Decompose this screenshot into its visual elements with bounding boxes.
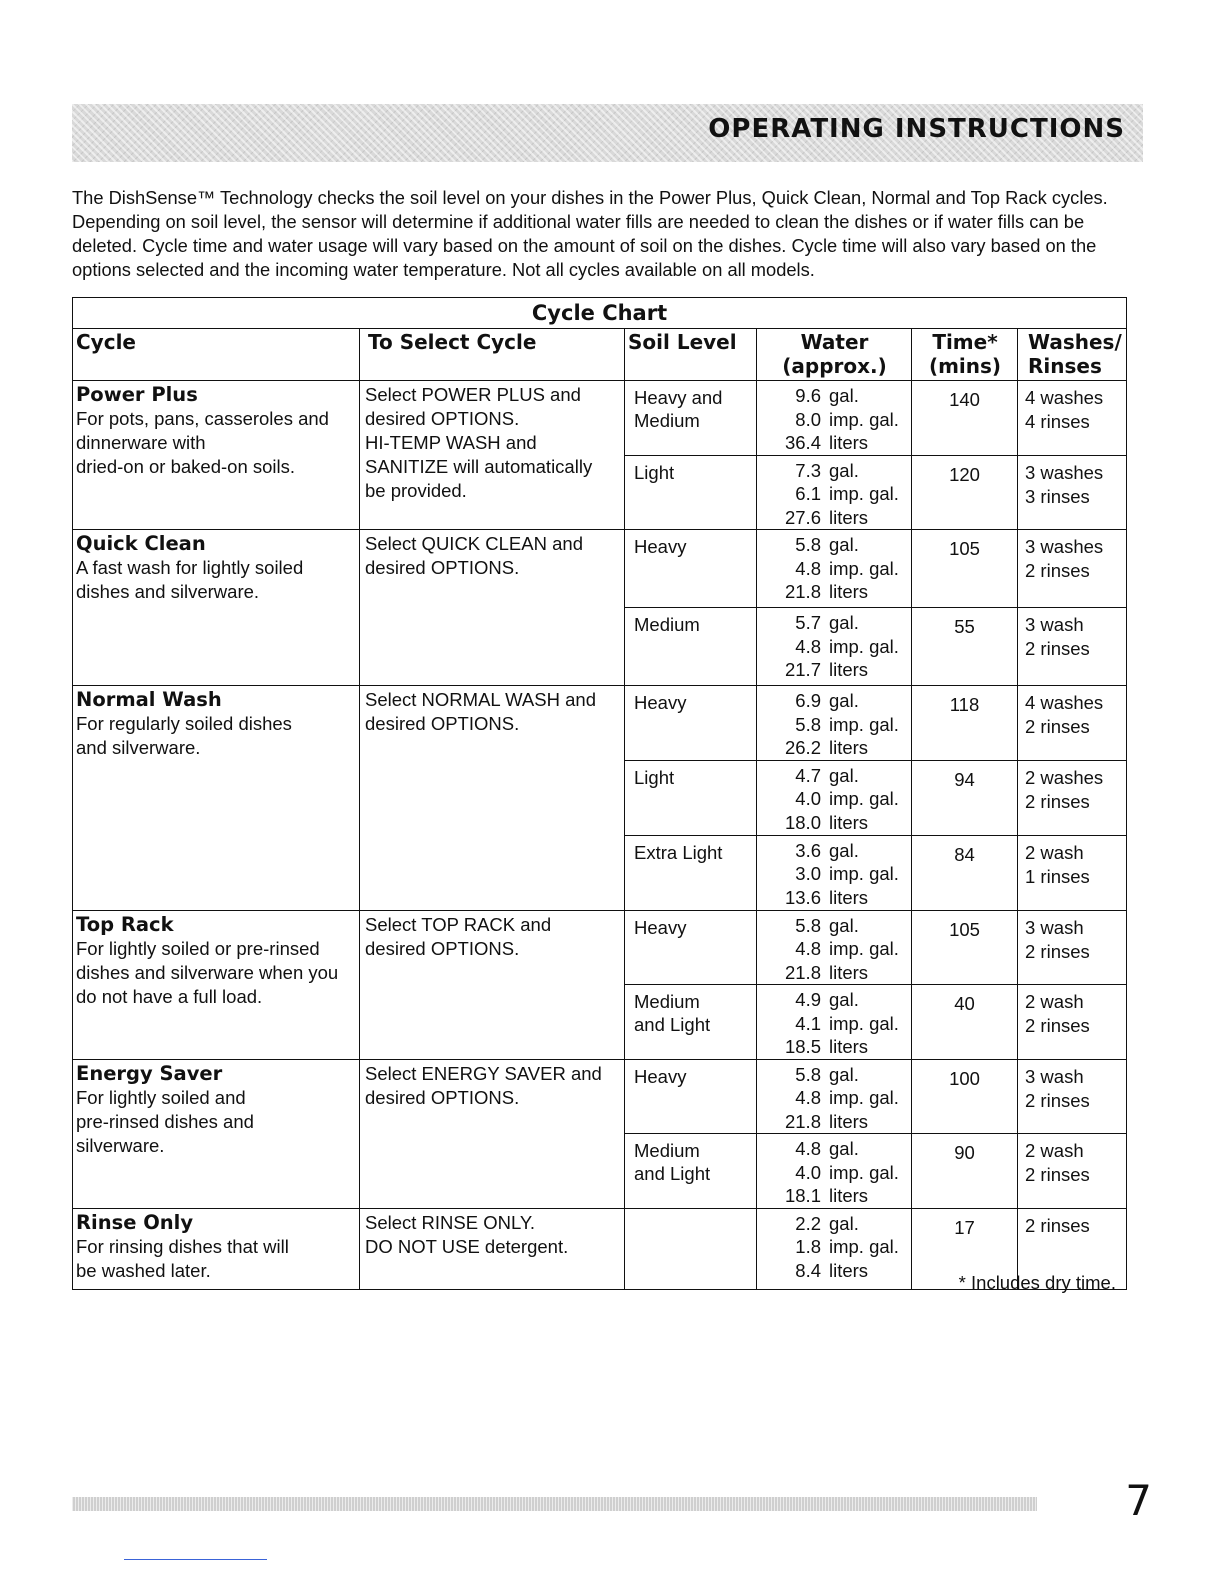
time-cell: 105 (912, 910, 1018, 985)
soil-line: Heavy (634, 692, 687, 713)
water-amount: 2.2 (795, 1212, 821, 1234)
water-line (757, 689, 911, 713)
water-cell (757, 760, 912, 835)
table-row (73, 381, 1127, 456)
water-unit: imp. gal. (829, 1236, 899, 1257)
water-cell (757, 910, 912, 985)
soil-line: and Light (634, 1014, 711, 1035)
water-unit: gal. (829, 989, 859, 1010)
table-row (73, 686, 1127, 761)
washes-rinses-line: 2 rinses (1025, 1164, 1090, 1185)
water-amount: 5.8 (795, 713, 821, 735)
water-amount: 5.8 (795, 914, 821, 936)
cycle-desc-line: dried-on or baked-on soils. (76, 456, 296, 477)
soil-level-cell (625, 381, 757, 456)
select-line: desired OPTIONS. (365, 937, 520, 959)
cycle-name: Normal Wash (76, 688, 222, 711)
water-cell (757, 530, 912, 608)
water-unit: liters (829, 581, 869, 602)
select-cycle-cell (360, 530, 625, 686)
water-amount: 4.0 (795, 788, 821, 809)
washes-rinses-cell (1018, 381, 1127, 456)
select-line: Select POWER PLUS and (365, 384, 581, 405)
time-cell: 55 (912, 608, 1018, 686)
water-unit: liters (829, 1185, 869, 1206)
select-line: desired OPTIONS. (365, 713, 520, 734)
select-line: be provided. (365, 480, 467, 501)
water-amount: 13.6 (784, 886, 821, 908)
soil-level-cell (625, 1134, 757, 1209)
soil-level-cell (625, 760, 757, 835)
water-amount: 5.8 (795, 1063, 821, 1085)
water-unit: imp. gal. (829, 557, 899, 579)
water-unit: imp. gal. (829, 1161, 899, 1183)
water-line (757, 482, 911, 506)
col-header-cycle: Cycle (73, 329, 360, 381)
time-cell: 84 (912, 835, 1018, 910)
water-line (757, 937, 911, 961)
bottom-rule (124, 1559, 267, 1560)
water-line (757, 431, 911, 455)
washes-rinses-line: 2 rinses (1025, 638, 1090, 659)
time-cell: 140 (912, 381, 1018, 456)
water-line (757, 914, 911, 938)
cycle-chart-table (72, 297, 1127, 1290)
cycle-name: Rinse Only (76, 1210, 194, 1234)
water-unit: liters (829, 1036, 869, 1057)
soil-level-cell (625, 608, 757, 686)
washes-rinses-line: 2 rinses (1025, 716, 1090, 737)
footnote: * Includes dry time. (958, 1272, 1116, 1293)
water-line (757, 839, 911, 863)
table-row (73, 1059, 1127, 1134)
water-unit: gal. (829, 1063, 859, 1085)
select-cycle-cell (360, 1059, 625, 1208)
cycle-desc-line: A fast wash for lightly soiled (76, 557, 304, 578)
col-header-select: To Select Cycle (360, 329, 625, 381)
cycle-name: Energy Saver (76, 1061, 223, 1085)
water-line (757, 658, 911, 682)
chart-title: Cycle Chart (73, 298, 1127, 329)
water-line (757, 1212, 911, 1236)
page-title: OPERATING INSTRUCTIONS (708, 114, 1125, 144)
soil-line: Heavy (634, 536, 687, 557)
soil-level-cell (625, 910, 757, 985)
select-line: Select QUICK CLEAN and (365, 533, 583, 554)
water-cell (757, 1134, 912, 1209)
select-line: SANITIZE will automatically (365, 456, 593, 477)
cycle-desc-line: dinnerware with (76, 432, 206, 453)
water-cell (757, 455, 912, 530)
select-line: DO NOT USE detergent. (365, 1235, 569, 1257)
time-cell: 120 (912, 455, 1018, 530)
washes-rinses-line: 4 rinses (1025, 411, 1090, 432)
water-unit: imp. gal. (829, 938, 899, 959)
col-header-time: Time* (mins) (912, 329, 1018, 381)
washes-rinses-line: 2 rinses (1025, 940, 1090, 962)
washes-rinses-cell (1018, 760, 1127, 835)
water-amount: 4.0 (795, 1161, 821, 1183)
water-amount: 4.7 (795, 764, 821, 786)
water-line (757, 1110, 911, 1134)
washes-rinses-cell (1018, 835, 1127, 910)
soil-line: Heavy and (634, 387, 723, 408)
water-line (757, 1012, 911, 1036)
soil-line: Heavy (634, 916, 687, 938)
water-cell (757, 1208, 912, 1289)
water-cell (757, 985, 912, 1060)
cycle-desc-line: For lightly soiled and (76, 1086, 246, 1108)
water-line (757, 787, 911, 811)
water-line (757, 384, 911, 408)
water-unit: gal. (829, 612, 859, 633)
cycle-name: Power Plus (76, 383, 198, 406)
select-cycle-cell (360, 686, 625, 911)
water-amount: 5.8 (795, 534, 821, 555)
water-line (757, 1086, 911, 1110)
washes-rinses-cell (1018, 1134, 1127, 1209)
col-header-soil: Soil Level (625, 329, 757, 381)
cycle-cell (73, 381, 360, 530)
washes-rinses-line: 3 rinses (1025, 485, 1090, 507)
water-unit: imp. gal. (829, 1012, 899, 1034)
time-cell: 90 (912, 1134, 1018, 1209)
cycle-desc-line: dishes and silverware when you (76, 961, 339, 983)
soil-line: Heavy (634, 1065, 687, 1087)
col-header-washes-rinses: Washes/ Rinses (1018, 329, 1127, 381)
soil-line: Extra Light (634, 841, 723, 863)
water-amount: 21.7 (784, 659, 821, 680)
water-unit: liters (829, 1110, 869, 1132)
water-line (757, 1259, 911, 1283)
water-line (757, 635, 911, 659)
water-unit: gal. (829, 534, 859, 555)
table-row (73, 910, 1127, 985)
water-amount: 3.0 (795, 863, 821, 884)
water-amount: 4.8 (795, 1138, 821, 1159)
washes-rinses-line: 2 wash (1025, 1140, 1084, 1161)
washes-rinses-cell (1018, 608, 1127, 686)
soil-level-cell (625, 1059, 757, 1134)
water-line (757, 1184, 911, 1208)
water-line (757, 408, 911, 432)
washes-rinses-line: 2 wash (1025, 841, 1084, 863)
water-unit: imp. gal. (829, 1087, 899, 1108)
select-line: Select NORMAL WASH and (365, 689, 596, 710)
time-cell: 40 (912, 985, 1018, 1060)
water-cell (757, 608, 912, 686)
water-unit: liters (829, 811, 869, 833)
cycle-cell (73, 1059, 360, 1208)
cycle-name: Quick Clean (76, 532, 206, 555)
footer-band (72, 1497, 1037, 1511)
washes-rinses-line: 2 rinses (1025, 790, 1090, 812)
water-unit: gal. (829, 1212, 859, 1234)
select-cycle-cell (360, 910, 625, 1059)
washes-rinses-line: 3 wash (1025, 614, 1084, 635)
water-amount: 18.0 (784, 811, 821, 833)
washes-rinses-cell (1018, 910, 1127, 985)
soil-level-cell (625, 686, 757, 761)
cycle-desc-line: pre-rinsed dishes and (76, 1110, 254, 1132)
time-cell: 94 (912, 760, 1018, 835)
water-line (757, 1063, 911, 1087)
water-amount: 8.4 (795, 1259, 821, 1281)
washes-rinses-line: 3 washes (1025, 461, 1104, 483)
washes-rinses-cell (1018, 686, 1127, 761)
water-unit: gal. (829, 764, 859, 786)
water-amount: 6.9 (795, 690, 821, 711)
water-line (757, 764, 911, 788)
water-amount: 6.1 (795, 483, 821, 504)
water-line (757, 611, 911, 635)
select-line: HI-TEMP WASH and (365, 432, 537, 453)
water-amount: 4.9 (795, 989, 821, 1010)
page-number: 7 (1125, 1476, 1152, 1525)
soil-level-cell (625, 455, 757, 530)
select-cycle-cell (360, 1208, 625, 1289)
time-cell: 17 (912, 1208, 1018, 1289)
washes-rinses-cell (1018, 985, 1127, 1060)
washes-rinses-cell (1018, 530, 1127, 608)
washes-rinses-line: 3 washes (1025, 536, 1104, 557)
water-line (757, 811, 911, 835)
water-unit: liters (829, 737, 869, 758)
washes-rinses-line: 3 wash (1025, 916, 1084, 938)
water-unit: liters (829, 659, 869, 680)
washes-rinses-line: 2 rinses (1025, 1089, 1090, 1111)
water-amount: 3.6 (795, 839, 821, 861)
soil-line: Light (634, 766, 675, 788)
water-line (757, 961, 911, 985)
cycle-cell (73, 1208, 360, 1289)
water-amount: 4.1 (795, 1012, 821, 1034)
water-amount: 5.7 (795, 612, 821, 633)
soil-line: Medium (634, 614, 700, 635)
soil-line: Medium (634, 1140, 700, 1161)
select-line: Select ENERGY SAVER and (365, 1062, 602, 1084)
washes-rinses-line: 2 rinses (1025, 560, 1090, 581)
time-cell: 100 (912, 1059, 1018, 1134)
water-unit: liters (829, 432, 869, 453)
water-amount: 36.4 (784, 432, 821, 453)
col-header-water: Water (approx.) (757, 329, 912, 381)
cycle-desc-line: For lightly soiled or pre-rinsed (76, 937, 320, 959)
water-amount: 21.8 (784, 1110, 821, 1132)
cycle-rows (73, 381, 1127, 1290)
water-amount: 27.6 (784, 506, 821, 528)
select-line: desired OPTIONS. (365, 1086, 520, 1108)
washes-rinses-cell (1018, 1059, 1127, 1134)
soil-level-cell (625, 835, 757, 910)
water-line (757, 736, 911, 760)
select-line: Select RINSE ONLY. (365, 1211, 535, 1233)
water-amount: 8.0 (795, 408, 821, 430)
water-unit: liters (829, 506, 869, 528)
water-amount: 1.8 (795, 1236, 821, 1257)
water-unit: gal. (829, 839, 859, 861)
water-amount: 4.8 (795, 938, 821, 959)
water-line (757, 533, 911, 557)
select-line: Select TOP RACK and (365, 913, 552, 935)
table-row (73, 530, 1127, 608)
time-cell: 118 (912, 686, 1018, 761)
water-line (757, 862, 911, 886)
water-cell (757, 686, 912, 761)
water-unit: gal. (829, 1138, 859, 1159)
select-line: desired OPTIONS. (365, 557, 520, 578)
soil-line: Light (634, 461, 675, 483)
water-unit: imp. gal. (829, 408, 899, 430)
soil-level-cell (625, 985, 757, 1060)
soil-level-cell (625, 1208, 757, 1289)
soil-line: and Light (634, 1163, 711, 1184)
cycle-name: Top Rack (76, 912, 174, 936)
water-unit: imp. gal. (829, 863, 899, 884)
water-cell (757, 381, 912, 456)
water-line (757, 1137, 911, 1161)
water-unit: liters (829, 961, 869, 983)
soil-line: Medium (634, 991, 700, 1012)
soil-level-cell (625, 530, 757, 608)
water-unit: imp. gal. (829, 788, 899, 809)
washes-rinses-cell (1018, 455, 1127, 530)
cycle-desc-line: be washed later. (76, 1259, 211, 1281)
washes-rinses-line: 4 washes (1025, 692, 1104, 713)
water-line (757, 506, 911, 530)
soil-line: Medium (634, 410, 700, 431)
water-line (757, 580, 911, 604)
cycle-cell (73, 530, 360, 686)
water-amount: 21.8 (784, 961, 821, 983)
washes-rinses-line: 2 washes (1025, 766, 1104, 788)
water-amount: 21.8 (784, 581, 821, 602)
washes-rinses-line: 2 rinses (1025, 1015, 1090, 1036)
water-line (757, 557, 911, 581)
cycle-desc-line: dishes and silverware. (76, 581, 260, 602)
water-unit: liters (829, 886, 869, 908)
water-line (757, 886, 911, 910)
water-line (757, 1235, 911, 1259)
washes-rinses-line: 1 rinses (1025, 865, 1090, 887)
water-unit: imp. gal. (829, 713, 899, 735)
water-unit: gal. (829, 914, 859, 936)
water-unit: gal. (829, 690, 859, 711)
water-amount: 4.8 (795, 557, 821, 579)
select-line: desired OPTIONS. (365, 408, 520, 429)
washes-rinses-line: 2 rinses (1025, 1214, 1090, 1236)
washes-rinses-line: 3 wash (1025, 1065, 1084, 1087)
washes-rinses-line: 2 wash (1025, 991, 1084, 1012)
header-band (72, 104, 1143, 162)
water-line (757, 1035, 911, 1059)
water-unit: gal. (829, 385, 859, 406)
cycle-desc-line: and silverware. (76, 737, 201, 758)
water-line (757, 713, 911, 737)
water-amount: 9.6 (795, 385, 821, 406)
water-line (757, 459, 911, 483)
washes-rinses-line: 4 washes (1025, 387, 1104, 408)
water-amount: 18.1 (784, 1185, 821, 1206)
water-unit: imp. gal. (829, 635, 899, 657)
water-line (757, 1161, 911, 1185)
time-cell: 105 (912, 530, 1018, 608)
water-unit: liters (829, 1259, 869, 1281)
cycle-cell (73, 686, 360, 911)
water-cell (757, 1059, 912, 1134)
water-unit: gal. (829, 459, 859, 481)
water-unit: imp. gal. (829, 483, 899, 504)
cycle-desc-line: silverware. (76, 1134, 165, 1156)
cycle-desc-line: For rinsing dishes that will (76, 1235, 289, 1257)
water-amount: 4.8 (795, 1087, 821, 1108)
cycle-desc-line: For pots, pans, casseroles and (76, 408, 329, 429)
water-amount: 4.8 (795, 635, 821, 657)
select-cycle-cell (360, 381, 625, 530)
intro-paragraph: The DishSense™ Technology checks the soil level on your dishes in the Power Plus, Quick Clean, Normal and Top Rack cycles. Depending on soil level, the sensor will determine if additional water fills are needed to clean the dishes or if water fills can be deleted. Cycle time and water usage will vary based on the amount of soil on the dishes. Cycle time will also vary based on the options selected and the incoming water temperature. Not all cycles available on all models. (72, 187, 1108, 280)
water-cell (757, 835, 912, 910)
water-amount: 7.3 (795, 459, 821, 481)
cycle-cell (73, 910, 360, 1059)
cycle-desc-line: For regularly soiled dishes (76, 713, 292, 734)
water-line (757, 988, 911, 1012)
water-amount: 18.5 (784, 1036, 821, 1057)
cycle-desc-line: do not have a full load. (76, 985, 263, 1007)
water-amount: 26.2 (784, 737, 821, 758)
